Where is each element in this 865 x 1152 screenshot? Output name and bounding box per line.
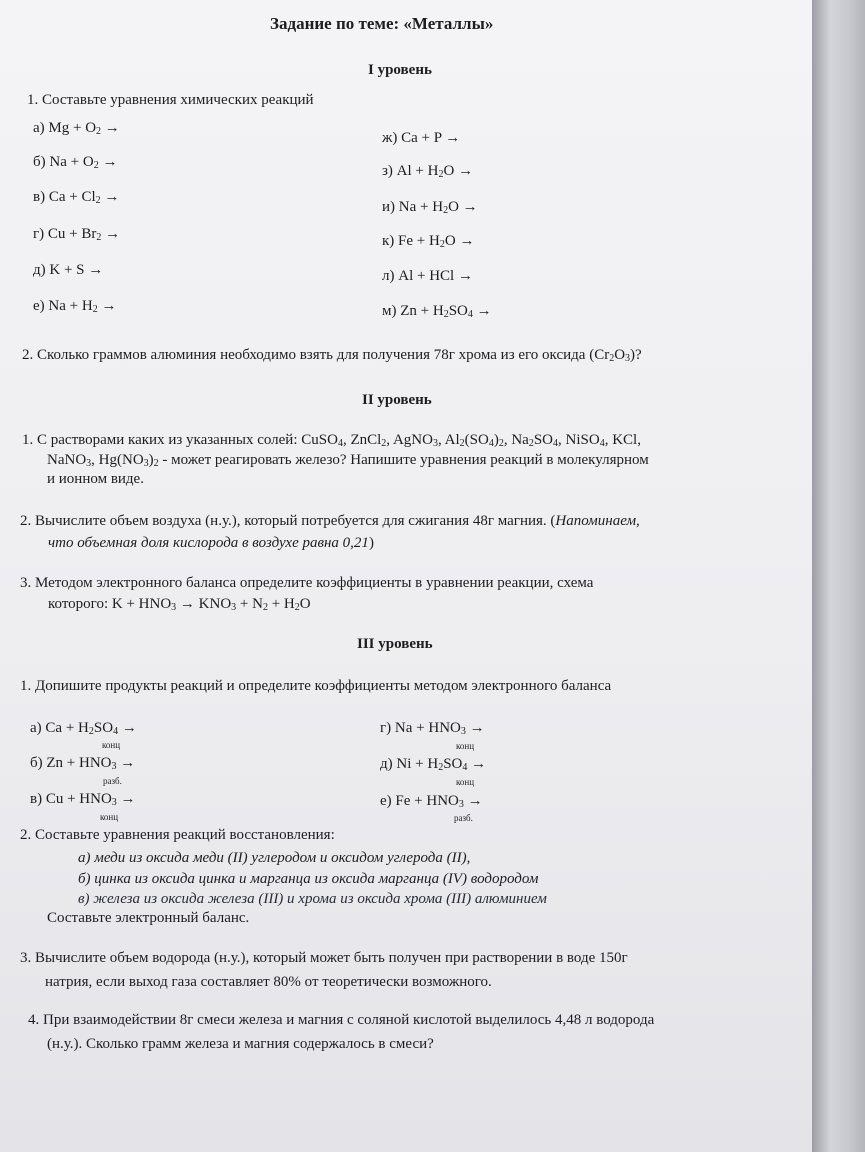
l1-q1-text: 1. Составьте уравнения химических реакций xyxy=(27,92,314,108)
reaction-item: е) $Fe + HNO_3$ → xyxy=(380,793,483,810)
reaction-item: л) Al + HCl → xyxy=(382,268,473,284)
condition-label: разб. xyxy=(103,776,122,786)
reaction-item: а) $Mg + O_2$ → xyxy=(33,120,120,137)
reaction-item: г) $Cu + Br_2$ → xyxy=(33,226,121,243)
reaction-item: к) $Fe + H_2O$ → xyxy=(382,233,475,250)
reaction-item: в) $Ca + Cl_2$ → xyxy=(33,189,120,206)
reaction-item: и) $Na + H_2O$ → xyxy=(382,199,478,216)
l2-q1-line2: NaNO$_3$, $Hg(NO_3)_2$ - может реагировать железо? Напишите уравнения реакций в молекулярном xyxy=(47,452,649,469)
l1-q2-text: 2. Сколько граммов алюминия необходимо взять для получения 78г хрома из его оксида $(Cr_2O_3)$? xyxy=(22,347,642,364)
l3-q4-line2: (н.у.). Сколько грамм железа и магния содержалось в смеси? xyxy=(47,1036,434,1052)
reaction-item: б) $Zn + HNO_3$ → xyxy=(30,755,136,772)
l2-q2-line2: что объемная доля кислорода в воздухе равна 0,21) xyxy=(48,535,374,551)
l3-q2-item-c: в) железа из оксида железа (III) и хрома из оксида хрома (III) алюминием xyxy=(78,891,547,907)
reaction-item: ж) Ca + P → xyxy=(382,130,461,146)
l3-q2-text: 2. Составьте уравнения реакций восстановления: xyxy=(20,827,335,843)
l3-q2-end: Составьте электронный баланс. xyxy=(47,910,250,926)
reaction-item: б) $Na + O_2$ → xyxy=(33,154,118,171)
condition-label: конц xyxy=(100,812,119,822)
reaction-item: е) $Na + H_2$ → xyxy=(33,298,117,315)
l2-q3-line1: 3. Методом электронного баланса определите коэффициенты в уравнении реакции, схема xyxy=(20,575,594,591)
page-title: Задание по теме: «Металлы» xyxy=(270,14,494,33)
reaction-item: з) $Al + H_2O$ → xyxy=(382,163,474,180)
l2-q1-line1: 1. С растворами каких из указанных солей: CuSO$_4$, ZnCl$_2$, AgNO$_3$, $Al_2(SO_4)_2$, $Na_2SO_4$, NiSO$_4$, KCl, xyxy=(22,432,641,449)
level-2-heading: II уровень xyxy=(362,392,432,408)
l2-q2-line1: 2. Вычислите объем воздуха (н.у.), который потребуется для сжигания 48г магния. (Напоминаем, xyxy=(20,513,640,529)
condition-label: конц xyxy=(456,777,475,787)
l3-q4-line1: 4. При взаимодействии 8г смеси железа и магния с соляной кислотой выделилось 4,48 л водорода xyxy=(28,1012,655,1028)
l2-q3-line2: которого: $K + HNO_3 \to KNO_3 + N_2 + H_2O$ xyxy=(48,596,311,613)
condition-label: конц xyxy=(102,740,121,750)
reaction-item: д) K + S → xyxy=(33,262,104,278)
l3-q1-text: 1. Допишите продукты реакций и определите коэффициенты методом электронного баланса xyxy=(20,678,612,694)
reaction-item: д) $Ni + H_2SO_4$ → xyxy=(380,756,487,773)
reaction-item: а) $Ca + H_2SO_4$ → xyxy=(30,720,137,737)
condition-label: конц xyxy=(456,741,475,751)
l2-q1-line3: и ионном виде. xyxy=(47,471,144,487)
reaction-item: г) $Na + HNO_3$ → xyxy=(380,720,485,737)
l3-q3-line2: натрия, если выход газа составляет 80% от теоретически возможного. xyxy=(45,974,492,990)
reaction-item: в) $Cu + HNO_3$ → xyxy=(30,791,136,808)
condition-label: разб. xyxy=(454,813,473,823)
l3-q3-line1: 3. Вычислите объем водорода (н.у.), который может быть получен при растворении в воде 150г xyxy=(20,950,628,966)
level-3-heading: III уровень xyxy=(357,636,433,652)
paper-stack-edge xyxy=(812,0,865,1152)
level-1-heading: I уровень xyxy=(368,62,432,78)
reaction-item: м) $Zn + H_2SO_4$ → xyxy=(382,303,492,320)
l3-q2-item-a: а) меди из оксида меди (II) углеродом и оксидом углерода (II), xyxy=(78,850,471,866)
l3-q2-item-b: б) цинка из оксида цинка и марганца из оксида марганца (IV) водородом xyxy=(78,871,539,887)
